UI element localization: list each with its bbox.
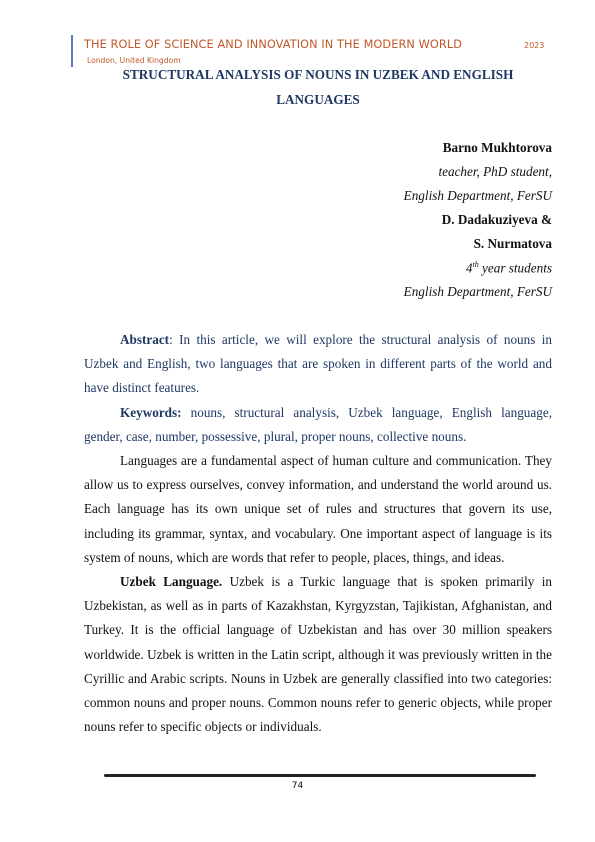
- abstract-paragraph: [84, 328, 552, 401]
- author-affiliation-1: English Department, FerSU: [403, 188, 552, 203]
- paper-title-line-1: STRUCTURAL ANALYSIS OF NOUNS IN UZBEK AND ENGLISH: [122, 67, 514, 82]
- author-name-1: Barno Mukhtorova: [442, 140, 552, 155]
- header-accent-bar: [71, 35, 73, 67]
- author-name-2: D. Dadakuziyeva &: [441, 212, 552, 227]
- author-position-2: [466, 260, 552, 276]
- page-number: 74: [291, 781, 304, 791]
- author-name-3: S. Nurmatova: [473, 236, 552, 251]
- keywords-text: nouns, structural analysis, Uzbek language, English language, gender, case, number, possessive, plural, proper nouns, collective nouns.: [84, 404, 552, 444]
- journal-title: THE ROLE OF SCIENCE AND INNOVATION IN THE MODERN WORLD: [84, 38, 463, 51]
- intro-paragraph: Languages are a fundamental aspect of human culture and communication. They allow us to express ourselves, convey information, and understand the world around us. Each language has its own unique set of rules and structures that govern its use, including its grammar, syntax, and vocabulary. One important aspect of language is its system of nouns, which are words that refer to people, places, things, and ideas.: [84, 453, 552, 565]
- keywords-paragraph: [84, 401, 552, 449]
- year-students-label: year students: [482, 260, 552, 276]
- author-affiliation-2: English Department, FerSU: [403, 284, 552, 299]
- abstract-label: Abstract: [120, 332, 170, 347]
- author-position-1: teacher, PhD student,: [438, 164, 552, 179]
- uzbek-language-text: Uzbek is a Turkic language that is spoken primarily in Uzbekistan, as well as in parts of Kazakhstan, Kyrgyzstan, Tajikistan, Afghanistan, and Turkey. It is the official language of Uzbekistan and has over 30 million speakers worldwide. Uzbek is written in the Latin script, although it was previously written in the Cyrillic and Arabic scripts. Nouns in Uzbek are generally classified into two categories: common nouns and proper nouns. Common nouns refer to generic objects, while proper nouns refer to specific objects or individuals.: [84, 574, 552, 735]
- article-body: [84, 328, 552, 739]
- conference-location: London, United Kingdom: [87, 56, 181, 65]
- abstract-text: : In this article, we will explore the structural analysis of nouns in Uzbek and English, two languages that are spoken in different parts of the world and have distinct features.: [84, 332, 552, 396]
- year-number: 4: [465, 260, 473, 276]
- ordinal-suffix: th: [472, 260, 479, 269]
- uzbek-language-heading: Uzbek Language.: [120, 574, 223, 590]
- uzbek-language-paragraph: [84, 570, 552, 739]
- journal-year: 2023: [524, 41, 545, 50]
- keywords-label: Keywords:: [120, 404, 182, 420]
- footer-divider: [104, 774, 536, 777]
- paper-title-line-2: LANGUAGES: [276, 92, 360, 107]
